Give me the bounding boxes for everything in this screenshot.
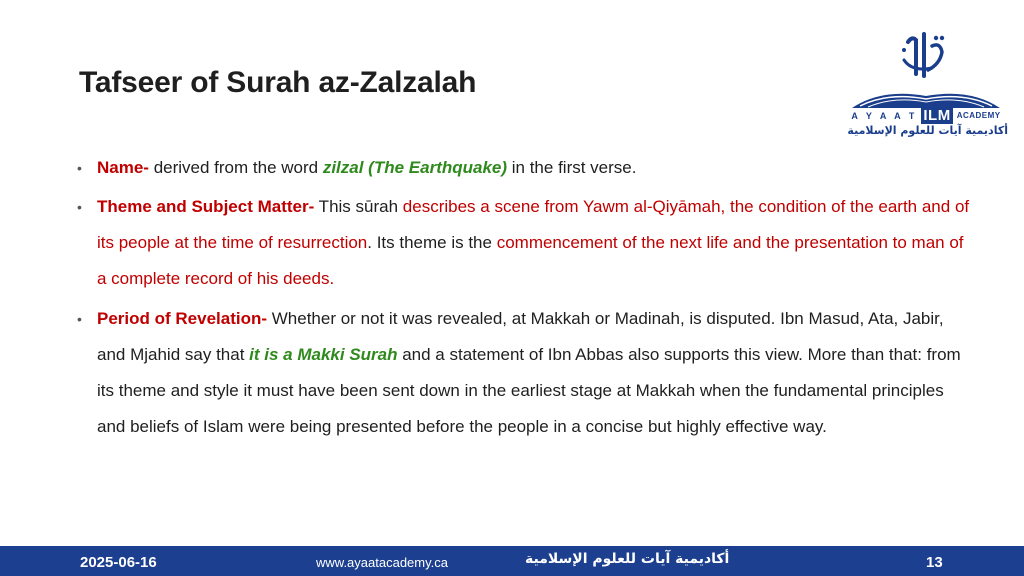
bullet-period-label: Period of Revelation- — [97, 309, 268, 328]
footer-bar — [0, 546, 1024, 576]
footer-date: 2025-06-16 — [80, 554, 157, 571]
bullet-theme-text2: . Its theme is the — [367, 233, 497, 252]
logo-ayaat-text: A Y A A T — [851, 110, 918, 121]
bullet-period-highlight: it is a Makki Surah — [249, 345, 398, 364]
bullet-name-highlight: zilzal (The Earthquake) — [322, 158, 508, 177]
bullet-theme-red2: commencement of the next life and the presentation to man of a complete record of his deeds. — [97, 233, 964, 288]
logo-wordmark — [850, 107, 1002, 124]
slide-content — [76, 150, 976, 445]
bullet-name — [76, 150, 976, 186]
bullet-theme-label: Theme and Subject Matter- — [97, 197, 315, 216]
bullet-period-text2: and a statement of Ibn Abbas also supports this view. More than that: from its theme and style it must have been sent down in the earliest stage at Makkah when the fundamental principles and beliefs of Islam were being presented before the people in a concise but highly effective way. — [97, 345, 961, 436]
bullet-theme — [76, 189, 976, 297]
footer-url: www.ayaatacademy.ca — [316, 555, 448, 570]
academy-logo — [842, 30, 1010, 142]
logo-arabic-name: أكاديمية آيات للعلوم الإسلامية — [847, 124, 1008, 137]
logo-academy-text: ACADEMY — [956, 111, 1001, 120]
bullet-name-text2: in the first verse. — [507, 158, 637, 177]
footer-arabic-name: أكاديمية آيات للعلوم الإسلامية — [525, 551, 730, 567]
footer-page-number: 13 — [926, 554, 943, 571]
bullet-theme-red1: describes a scene from Yawm al-Qiyāmah, the condition of the earth and of its people at the time of resurrection — [97, 197, 970, 252]
bullet-name-text1: derived from the word — [148, 158, 323, 177]
bullet-name-label: Name- — [97, 158, 149, 177]
logo-ilm-text: ILM — [923, 107, 951, 124]
bullet-theme-text1: This sūrah — [314, 197, 403, 216]
slide-title: Tafseer of Surah az-Zalzalah — [79, 66, 477, 99]
bullet-period — [76, 301, 976, 445]
bullet-period-text1: Whether or not it was revealed, at Makkah or Madinah, is disputed. Ibn Masud, Ata, Jabir, and Mjahid say that — [97, 309, 944, 364]
calligraphy-book-icon — [842, 30, 1010, 110]
